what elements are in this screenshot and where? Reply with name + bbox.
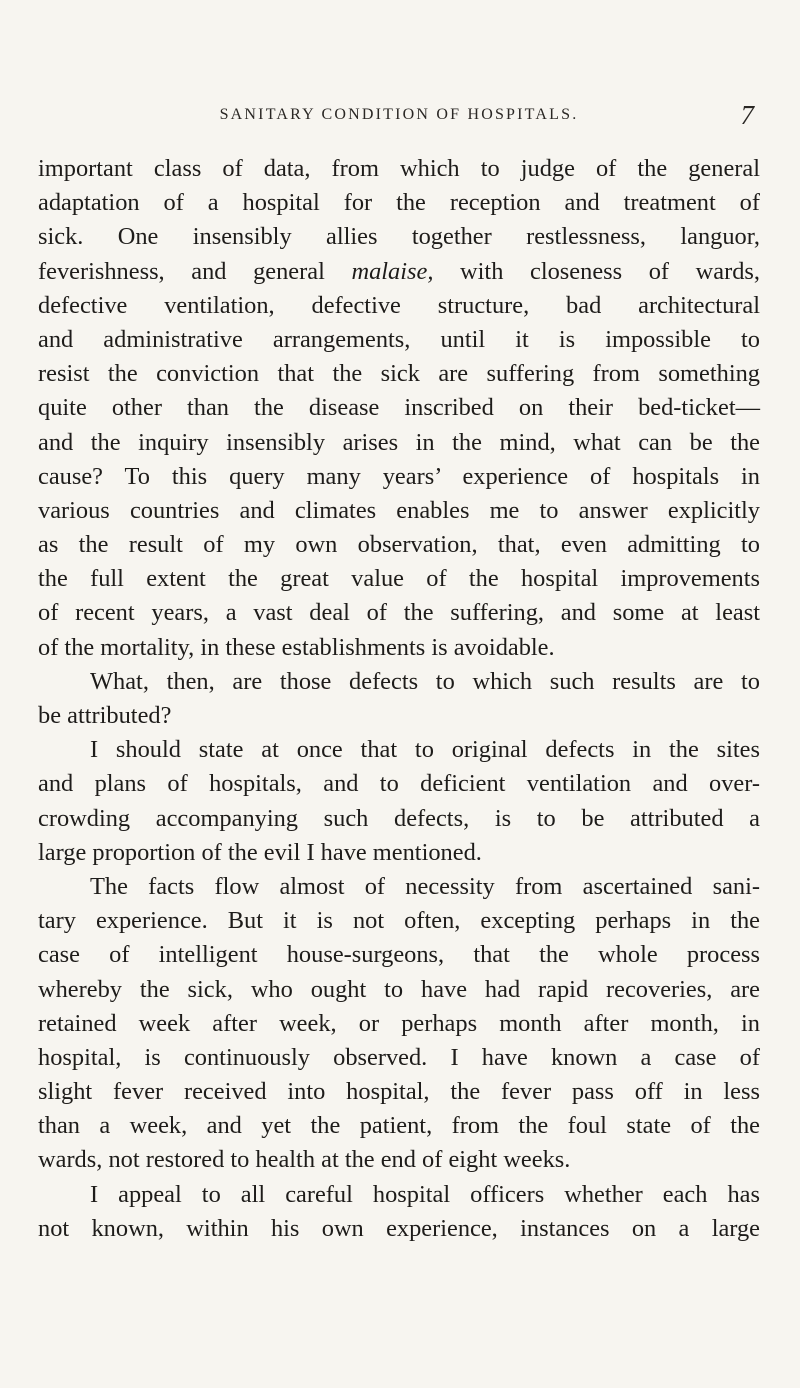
text-line: crowding accompanying such defects, is to be attributed a xyxy=(38,804,760,832)
text-line: be attributed? xyxy=(38,702,172,729)
text-line: retained week after week, or perhaps month after month, in xyxy=(38,1009,760,1037)
text-line: I appeal to all careful hospital officers whether each has xyxy=(90,1180,760,1208)
text-line: case of intelligent house-surgeons, that the whole process xyxy=(38,941,760,969)
text-segment: with closeness of wards, xyxy=(433,257,760,285)
text-segment: feverishness, and general xyxy=(38,257,352,285)
text-line: and the inquiry insensibly arises in the mind, what can be the xyxy=(38,428,760,456)
text-line: tary experience. But it is not often, excepting perhaps in the xyxy=(38,907,760,935)
text-line: defective ventilation, defective structure, bad architectural xyxy=(38,291,760,319)
paragraph xyxy=(38,665,760,733)
text-line: adaptation of a hospital for the reception and treatment of xyxy=(38,189,760,217)
paragraph xyxy=(38,733,760,870)
text-line: wards, not restored to health at the end of eight weeks. xyxy=(38,1146,571,1174)
text-line: the full extent the great value of the hospital improvements xyxy=(38,565,760,593)
italic-term: malaise, xyxy=(351,257,434,285)
text-line: sick. One insensibly allies together restlessness, languor, xyxy=(38,223,760,251)
page-header xyxy=(38,100,760,136)
text-line: The facts flow almost of necessity from ascertained sani- xyxy=(90,872,760,900)
text-line: whereby the sick, who ought to have had rapid recoveries, are xyxy=(38,975,760,1003)
running-head: SANITARY CONDITION OF HOSPITALS. xyxy=(219,106,579,123)
text-line: not known, within his own experience, instances on a large xyxy=(38,1214,760,1242)
text-line: resist the conviction that the sick are suffering from something xyxy=(38,360,760,388)
paragraph xyxy=(38,1178,760,1246)
text-line: What, then, are those defects to which such results are to xyxy=(90,667,760,695)
paragraph xyxy=(38,870,760,1178)
text-line: important class of data, from which to judge of the general xyxy=(38,155,760,182)
body-text xyxy=(38,152,760,1246)
text-line: large proportion of the evil I have mentioned. xyxy=(38,838,482,866)
text-line: I should state at once that to original defects in the sites xyxy=(90,736,760,764)
text-line: cause? To this query many years’ experience of hospitals in xyxy=(38,462,760,490)
text-line: various countries and climates enables me to answer explicitly xyxy=(38,496,760,524)
text-line: of recent years, a vast deal of the suffering, and some at least xyxy=(38,599,760,627)
page-number: 7 xyxy=(740,100,754,130)
text-line xyxy=(38,255,760,289)
text-line: than a week, and yet the patient, from the foul state of the xyxy=(38,1112,760,1140)
text-line: and administrative arrangements, until it is impossible to xyxy=(38,325,760,353)
text-line: quite other than the disease inscribed on their bed-ticket— xyxy=(38,394,760,422)
text-line: slight fever received into hospital, the fever pass off in less xyxy=(38,1078,760,1106)
paragraph xyxy=(38,152,760,665)
text-line: hospital, is continuously observed. I have known a case of xyxy=(38,1043,760,1071)
text-line: of the mortality, in these establishments is avoidable. xyxy=(38,633,555,661)
text-line: as the result of my own observation, that, even admitting to xyxy=(38,531,760,559)
text-line: and plans of hospitals, and to deficient ventilation and over- xyxy=(38,770,760,798)
